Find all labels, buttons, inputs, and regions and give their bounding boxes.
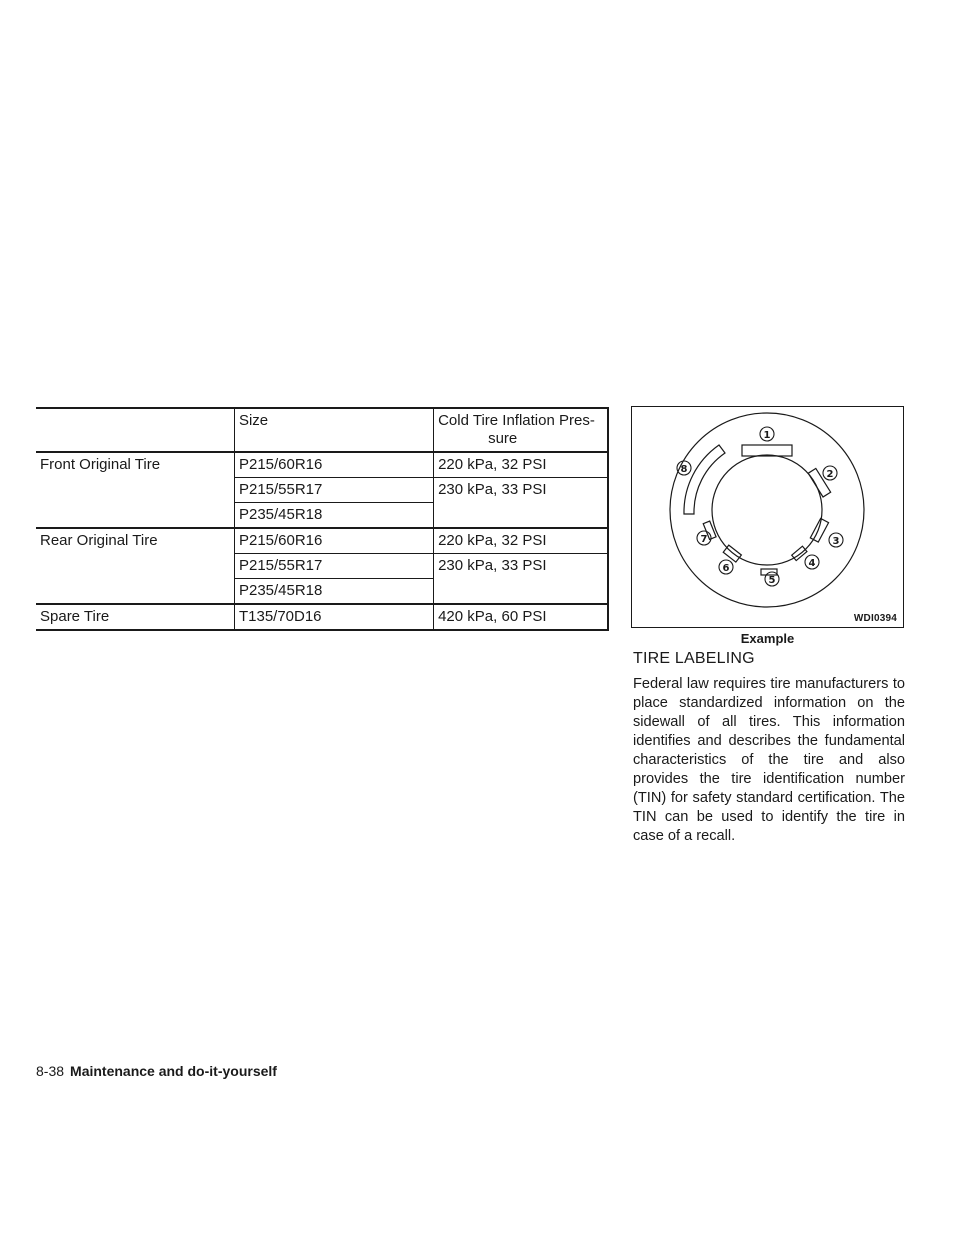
callout-7: 7 [700,534,708,545]
header-pressure [434,408,608,452]
size-cell: P215/55R17 [234,478,433,503]
callout-8: 8 [680,464,688,475]
callout-6: 6 [722,563,730,574]
pressure-cell: 220 kPa, 32 PSI [434,528,608,554]
figure-caption: Example [740,631,795,646]
callout-3: 3 [832,536,840,547]
section-body: Federal law requires tire manufacturers to place standardized information on the sidewall of all tires. This information identifies and describes the fundamental characteristics of the tire and also provides the tire identification number (TIN) for safety standard certification. The TIN can be used to identify the tire in case of a recall. [633,676,905,844]
size-cell: P235/45R18 [234,579,433,605]
group-label-rear: Rear Original Tire [36,528,234,604]
table-row [36,528,608,554]
tire-sidewall-diagram [632,407,902,626]
pressure-cell: 230 kPa, 33 PSI [434,478,608,529]
label-region-4 [792,546,807,560]
size-cell: P215/55R17 [234,554,433,579]
label-region-1 [742,445,792,456]
footer-section-name: Maintenance and do-it-yourself [70,1063,277,1079]
figure-code: WDI0394 [853,613,897,624]
label-region-8 [684,445,725,514]
table-row [36,604,608,630]
callout-1: 1 [763,430,771,441]
table-row [36,452,608,478]
group-label-front: Front Original Tire [36,452,234,528]
header-pressure-line1: Cold Tire Inflation Pres- [438,412,595,429]
size-cell: T135/70D16 [234,604,433,630]
tire-outer-edge [670,413,864,607]
callout-5: 5 [768,575,776,586]
page-number: 8-38 [36,1063,65,1079]
size-cell: P215/60R16 [234,452,433,478]
group-label-spare: Spare Tire [36,604,234,630]
page-footer [36,1063,277,1079]
pressure-cell: 220 kPa, 32 PSI [434,452,608,478]
tire-sidewall-figure [631,406,904,628]
section-heading: TIRE LABELING [633,650,755,667]
size-cell: P215/60R16 [234,528,433,554]
size-cell: P235/45R18 [234,503,433,529]
header-pressure-line2: sure [488,430,518,447]
tire-pressure-table [36,407,609,631]
label-region-3 [810,518,828,542]
wheel-rim-edge [712,455,822,565]
header-blank [36,408,234,452]
callout-4: 4 [808,558,816,569]
table-header-row [36,408,608,452]
pressure-cell: 230 kPa, 33 PSI [434,554,608,605]
pressure-cell: 420 kPa, 60 PSI [434,604,608,630]
header-size: Size [234,408,433,452]
callout-2: 2 [826,469,834,480]
